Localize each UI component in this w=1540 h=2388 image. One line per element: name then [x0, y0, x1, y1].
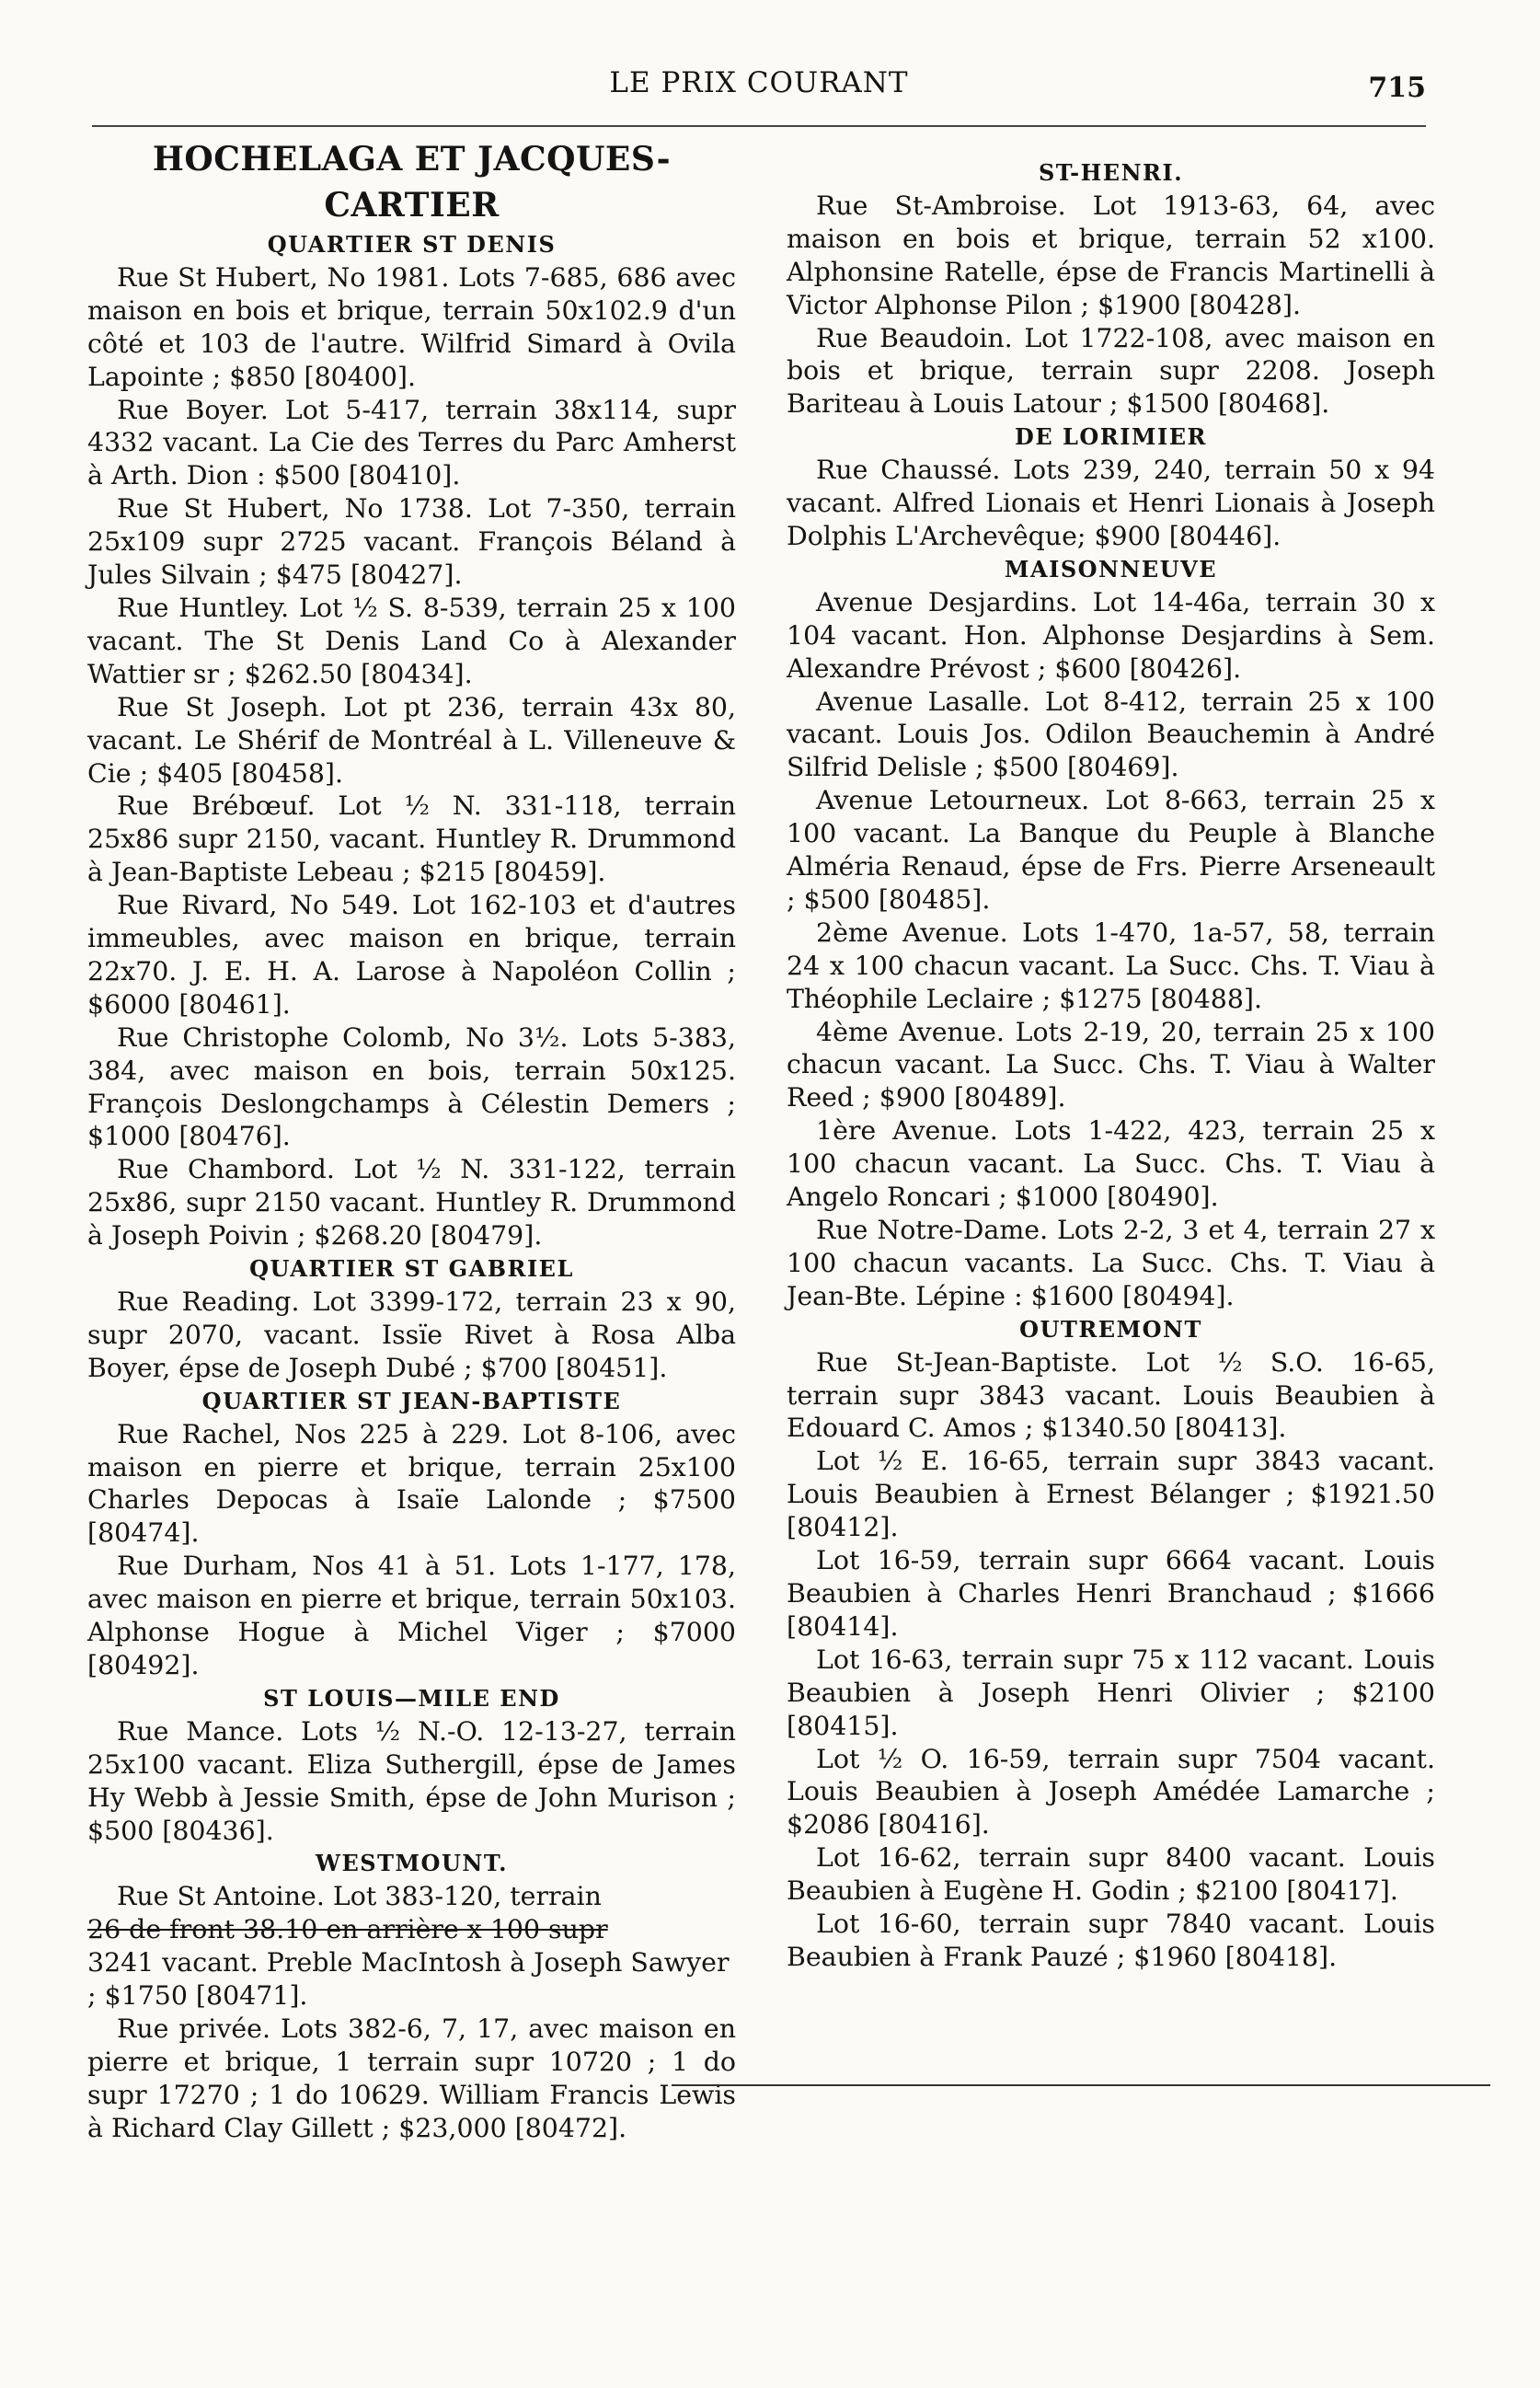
- entry: Rue Rivard, No 549. Lot 162-103 et d'autres immeubles, avec maison en brique, terrain 22x70. J. E. H. A. Larose à Napoléon Collin ; $6000 [80461].: [87, 890, 736, 1020]
- entry: Rue St Antoine. Lot 383-120, terrain: [117, 1881, 602, 1912]
- section-heading: QUARTIER ST DENIS: [267, 231, 557, 258]
- crossing-rule: [672, 2084, 1490, 2086]
- section-heading: WESTMOUNT.: [316, 1850, 508, 1877]
- header-rule: [92, 125, 1426, 127]
- entry: Lot 16-63, terrain supr 75 x 112 vacant. Louis Beaubien à Joseph Henri Olivier ; $2100 [80415].: [787, 1644, 1435, 1741]
- entry: Rue Chambord. Lot ½ N. 331-122, terrain 25x86, supr 2150 vacant. Huntley R. Drummond à Joseph Poivin ; $268.20 [80479].: [87, 1154, 736, 1252]
- section-heading: QUARTIER ST GABRIEL: [249, 1255, 574, 1283]
- entry: Lot ½ E. 16-65, terrain supr 3843 vacant. Louis Beaubien à Ernest Bélanger ; $1921.50 [80412].: [787, 1446, 1435, 1543]
- entry: Rue Reading. Lot 3399-172, terrain 23 x 90, supr 2070, vacant. Issïe Rivet à Rosa Alba Boyer, épse de Joseph Dubé ; $700 [80451].: [87, 1286, 736, 1383]
- entry: Rue Mance. Lots ½ N.-O. 12-13-27, terrain 25x100 vacant. Eliza Suthergill, épse de James Hy Webb à Jessie Smith, épse de John Murison ; $500 [80436].: [87, 1715, 736, 1846]
- entry: Rue St-Ambroise. Lot 1913-63, 64, avec maison en bois et brique, terrain 52 x100. Alphonsine Ratelle, épse de Francis Martinelli à Victor Alphonse Pilon ; $1900 [80428].: [787, 190, 1435, 320]
- entry: Lot ½ O. 16-59, terrain supr 7504 vacant. Louis Beaubien à Joseph Amédée Lamarche ; $2086 [80416].: [787, 1743, 1435, 1840]
- section-heading: ST LOUIS—MILE END: [263, 1684, 560, 1712]
- entry: Rue privée. Lots 382-6, 7, 17, avec maison en pierre et brique, 1 terrain supr 10720 ; 1 do supr 17270 ; 1 do 10629. William Francis Lewis à Richard Clay Gillett ; $23,000 [80472].: [87, 2013, 736, 2143]
- entry: Avenue Desjardins. Lot 14-46a, terrain 30 x 104 vacant. Hon. Alphonse Desjardins à Sem. Alexandre Prévost ; $600 [80426].: [787, 586, 1435, 684]
- page-header: [92, 66, 1426, 112]
- section-heading: ST-HENRI.: [1038, 159, 1184, 186]
- main-heading: HOCHELAGA ET JACQUES-CARTIER: [152, 140, 672, 225]
- running-title: LE PRIX COURANT: [609, 66, 909, 99]
- entry: Rue Huntley. Lot ½ S. 8-539, terrain 25 x 100 vacant. The St Denis Land Co à Alexander Wattier sr ; $262.50 [80434].: [87, 592, 736, 689]
- entry: Rue St Hubert, No 1738. Lot 7-350, terrain 25x109 supr 2725 vacant. François Béland à Jules Silvain ; $475 [80427].: [87, 493, 736, 591]
- entry: Rue Durham, Nos 41 à 51. Lots 1-177, 178, avec maison en pierre et brique, terrain 50x103. Alphonse Hogue à Michel Viger ; $7000 [80492].: [87, 1551, 736, 1680]
- entry: Rue Rachel, Nos 225 à 229. Lot 8-106, avec maison en pierre et brique, terrain 25x100 Charles Depocas à Isaïe Lalonde ; $7500 [80474].: [87, 1418, 736, 1549]
- entry: Rue Christophe Colomb, No 3½. Lots 5-383, 384, avec maison en bois, terrain 50x125. François Deslongchamps à Célestin Demers ; $1000 [80476].: [87, 1021, 736, 1152]
- entry: Lot 16-59, terrain supr 6664 vacant. Louis Beaubien à Charles Henri Branchaud ; $1666 [80414].: [787, 1545, 1435, 1642]
- entry: Rue St Joseph. Lot pt 236, terrain 43x 80, vacant. Le Shérif de Montréal à L. Villeneuve & Cie ; $405 [80458].: [87, 691, 736, 789]
- right-column: [787, 136, 1435, 1974]
- section-heading: DE LORIMIER: [1015, 423, 1207, 451]
- entry: 2ème Avenue. Lots 1-470, 1a-57, 58, terrain 24 x 100 chacun vacant. La Succ. Chs. T. Viau à Théophile Leclaire ; $1275 [80488].: [787, 917, 1435, 1014]
- entry: Rue Brébœuf. Lot ½ N. 331-118, terrain 25x86 supr 2150, vacant. Huntley R. Drummond à Jean-Baptiste Lebeau ; $215 [80459].: [87, 790, 736, 888]
- page-number: 715: [1368, 72, 1426, 104]
- section-heading: QUARTIER ST JEAN-BAPTISTE: [201, 1387, 622, 1414]
- entry: Lot 16-62, terrain supr 8400 vacant. Louis Beaubien à Eugène H. Godin ; $2100 [80417].: [787, 1842, 1435, 1907]
- entry: Rue St Hubert, No 1981. Lots 7-685, 686 avec maison en bois et brique, terrain 50x102.9 d'un côté et 103 de l'autre. Wilfrid Simard à Ovila Lapointe ; $850 [80400].: [87, 261, 736, 392]
- entry: Avenue Letourneux. Lot 8-663, terrain 25 x 100 vacant. La Banque du Peuple à Blanche Alméria Renaud, épse de Frs. Pierre Arseneault ; $500 [80485].: [787, 785, 1435, 915]
- entry-continuation: 3241 vacant. Preble MacIntosh à Joseph Sawyer ; $1750 [80471].: [87, 1947, 730, 2012]
- entry: 1ère Avenue. Lots 1-422, 423, terrain 25 x 100 chacun vacant. La Succ. Chs. T. Viau à Angelo Roncari ; $1000 [80490].: [787, 1115, 1435, 1213]
- section-heading: MAISONNEUVE: [1004, 555, 1218, 583]
- entry: Rue Notre-Dame. Lots 2-2, 3 et 4, terrain 27 x 100 chacun vacants. La Succ. Chs. T. Viau à Jean-Bte. Lépine : $1600 [80494].: [787, 1215, 1435, 1311]
- entry: Rue Beaudoin. Lot 1722-108, avec maison en bois et brique, terrain supr 2208. Joseph Bariteau à Louis Latour ; $1500 [80468].: [787, 322, 1435, 420]
- entry: Lot 16-60, terrain supr 7840 vacant. Louis Beaubien à Frank Pauzé ; $1960 [80418].: [787, 1909, 1435, 1972]
- entry: Rue St-Jean-Baptiste. Lot ½ S.O. 16-65, terrain supr 3843 vacant. Louis Beaubien à Edouard C. Amos ; $1340.50 [80413].: [787, 1346, 1435, 1444]
- entry: Rue Boyer. Lot 5-417, terrain 38x114, supr 4332 vacant. La Cie des Terres du Parc Amherst à Arth. Dion : $500 [80410].: [87, 394, 736, 491]
- entry: Avenue Lasalle. Lot 8-412, terrain 25 x 100 vacant. Louis Jos. Odilon Beauchemin à André Silfrid Delisle ; $500 [80469].: [787, 686, 1435, 783]
- entry: 4ème Avenue. Lots 2-19, 20, terrain 25 x 100 chacun vacant. La Succ. Chs. T. Viau à Walter Reed ; $900 [80489].: [787, 1016, 1435, 1113]
- struck-line: 26 de front 38.10 en arrière x 100 supr: [87, 1914, 608, 1945]
- entry: Rue Chaussé. Lots 239, 240, terrain 50 x 94 vacant. Alfred Lionais et Henri Lionais à Joseph Dolphis L'Archevêque; $900 [80446].: [787, 455, 1435, 551]
- left-column: [87, 136, 736, 2145]
- section-heading: OUTREMONT: [1019, 1315, 1202, 1343]
